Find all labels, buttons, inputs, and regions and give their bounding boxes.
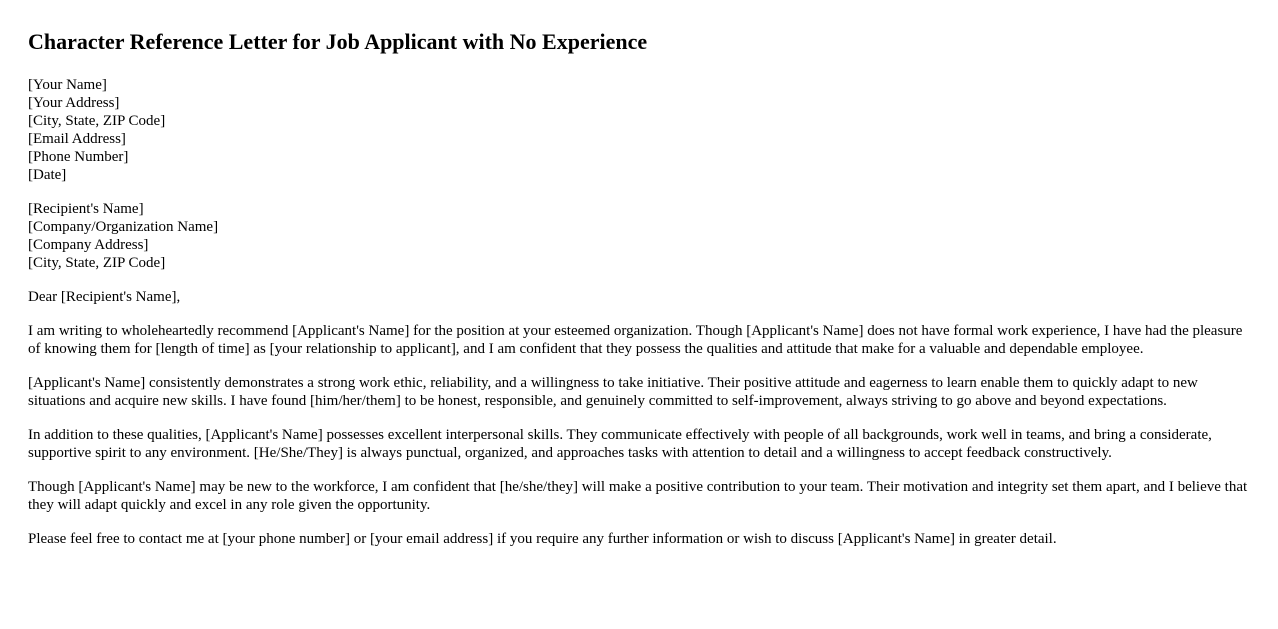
sender-address-block (28, 76, 1250, 184)
body-paragraph-conclusion: Though [Applicant's Name] may be new to the workforce, I am confident that [he/she/they] will make a positive contribution to your team. Their motivation and integrity set them apart, and I believe that they will adapt quickly and excel in any role given the opportunity. (28, 479, 1248, 513)
recipient-name: [Recipient's Name] (28, 201, 144, 217)
recipient-organization: [Company/Organization Name] (28, 219, 219, 235)
body-paragraph-work-ethic: [Applicant's Name] consistently demonstrates a strong work ethic, reliability, and a willingness to take initiative. Their positive attitude and eagerness to learn enable them to quickly adapt to new situations and acquire new skills. I have found [him/her/them] to be honest, responsible, and genuinely committed to self-improvement, always striving to go above and beyond expectations. (28, 375, 1198, 409)
letter-page (0, 28, 1278, 548)
sender-email: [Email Address] (28, 131, 126, 147)
recipient-address: [Company Address] (28, 237, 149, 253)
sender-phone: [Phone Number] (28, 149, 129, 165)
salutation: Dear [Recipient's Name], (28, 289, 181, 305)
sender-name: [Your Name] (28, 77, 107, 93)
body-paragraph-contact: Please feel free to contact me at [your phone number] or [your email address] if you require any further information or wish to discuss [Applicant's Name] in greater detail. (28, 531, 1057, 547)
body-paragraph-interpersonal: In addition to these qualities, [Applicant's Name] possesses excellent interpersonal skills. They communicate effectively with people of all backgrounds, work well in teams, and bring a considerate, supportive spirit to any environment. [He/She/They] is always punctual, organized, and approaches tasks with attention to detail and a willingness to accept feedback constructively. (28, 427, 1212, 461)
body-paragraph-intro: I am writing to wholeheartedly recommend [Applicant's Name] for the position at your esteemed organization. Though [Applicant's Name] does not have formal work experience, I have had the pleasure of knowing them for [length of time] as [your relationship to applicant], and I am confident that they possess the qualities and attitude that make for a valuable and dependable employee. (28, 323, 1243, 357)
sender-address: [Your Address] (28, 95, 120, 111)
sender-city-state-zip: [City, State, ZIP Code] (28, 113, 166, 129)
recipient-address-block (28, 200, 1250, 272)
letter-date: [Date] (28, 167, 67, 183)
page-title: Character Reference Letter for Job Applicant with No Experience (28, 29, 648, 54)
recipient-city-state-zip: [City, State, ZIP Code] (28, 255, 166, 271)
